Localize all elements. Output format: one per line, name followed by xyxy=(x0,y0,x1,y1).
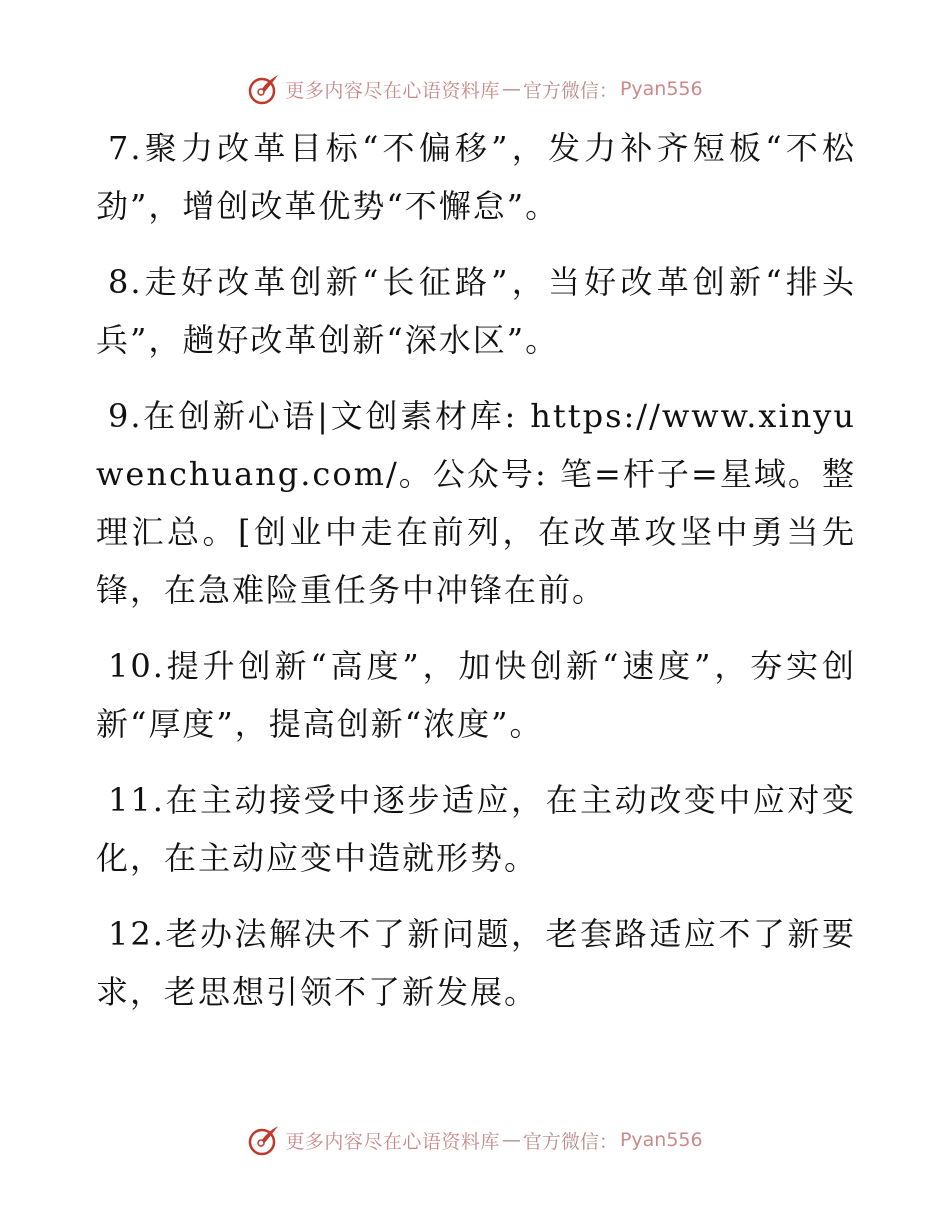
footer-colon: ： xyxy=(598,1130,618,1153)
header-banner xyxy=(0,69,950,109)
paragraph-9 xyxy=(96,387,856,619)
paragraph-7 xyxy=(96,119,856,235)
footer-banner xyxy=(0,1120,950,1160)
paragraph-text: 提升创新“高度”，加快创新“速度”，夯实创新“厚度”，提高创新“浓度”。 xyxy=(96,647,856,743)
paragraph-number: 12. xyxy=(108,915,165,953)
header-dash: — xyxy=(501,78,521,100)
header-colon: ： xyxy=(598,79,618,102)
paragraph-10 xyxy=(96,637,856,753)
paragraph-8 xyxy=(96,253,856,369)
paragraph-12 xyxy=(96,905,856,1021)
header-wechat-id: Pyan556 xyxy=(619,78,703,100)
paragraph-text: 老办法解决不了新问题，老套路适应不了新要求，老思想引领不了新发展。 xyxy=(96,915,856,1011)
paragraph-number: 7. xyxy=(108,129,143,167)
paragraph-11 xyxy=(96,771,856,887)
footer-promo-text: 更多内容尽在心语资料库 xyxy=(285,1130,500,1153)
header-promo-text: 更多内容尽在心语资料库 xyxy=(285,79,500,102)
paragraph-text: 走好改革创新“长征路”，当好改革创新“排头兵”，趟好改革创新“深水区”。 xyxy=(96,263,856,359)
document-body xyxy=(96,119,856,1039)
paragraph-number: 8. xyxy=(108,263,143,301)
footer-dash: — xyxy=(501,1129,521,1151)
footer-wechat-id: Pyan556 xyxy=(619,1129,703,1151)
footer-wechat-label: 官方微信 xyxy=(522,1130,599,1153)
header-wechat-label: 官方微信 xyxy=(522,79,599,102)
paragraph-text: 聚力改革目标“不偏移”，发力补齐短板“不松劲”，增创改革优势“不懈怠”。 xyxy=(96,129,856,225)
quill-logo-icon xyxy=(247,72,281,106)
paragraph-text: 在主动接受中逐步适应，在主动改变中应对变化，在主动应变中造就形势。 xyxy=(96,781,856,877)
paragraph-text: 在创新心语|文创素材库: https://www.xinyuwenchuang.com/。公众号: 笔=杆子=星域。整理汇总。[创业中走在前列，在改革攻坚中勇当先锋，在急难险重任务中冲锋在前。 xyxy=(96,397,856,609)
paragraph-number: 11. xyxy=(108,781,165,819)
paragraph-number: 10. xyxy=(108,647,165,685)
paragraph-number: 9. xyxy=(108,397,143,435)
quill-logo-icon xyxy=(247,1123,281,1157)
